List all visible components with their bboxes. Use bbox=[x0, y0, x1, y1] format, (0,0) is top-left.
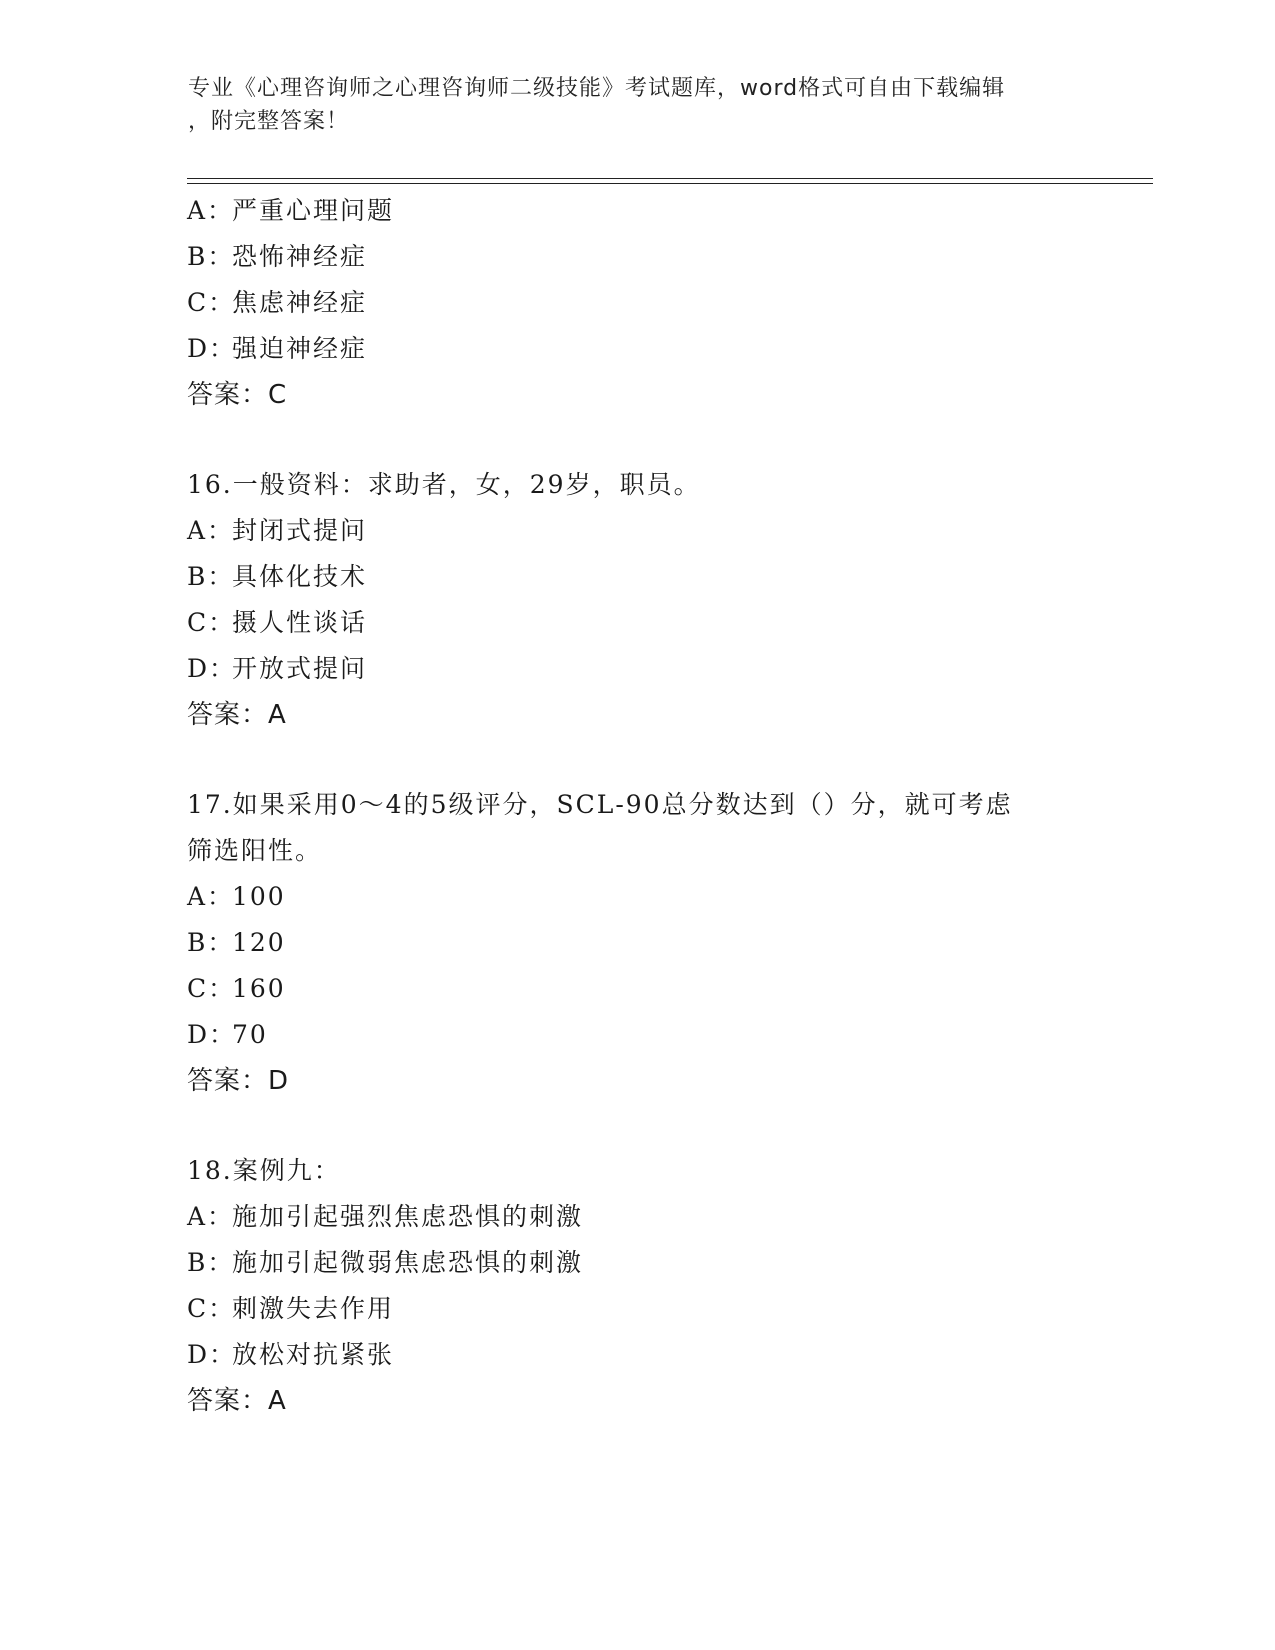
option-text: 100 bbox=[232, 882, 286, 911]
option-text: 施加引起强烈焦虑恐惧的刺激 bbox=[232, 1202, 584, 1231]
header-divider-bottom bbox=[187, 183, 1153, 184]
option-key: A： bbox=[187, 196, 235, 225]
answer: 答案：A bbox=[187, 700, 287, 730]
answer: 答案：D bbox=[187, 1066, 290, 1096]
option-text: 120 bbox=[232, 928, 286, 957]
option-a bbox=[187, 1194, 1107, 1240]
option-text: 强迫神经症 bbox=[232, 334, 368, 363]
option-text: 160 bbox=[232, 974, 286, 1003]
option-key: B： bbox=[187, 928, 235, 957]
question-17 bbox=[187, 782, 1107, 1104]
option-a bbox=[187, 874, 1107, 920]
question-18 bbox=[187, 1148, 1107, 1424]
option-c bbox=[187, 280, 1107, 326]
option-d bbox=[187, 1012, 1107, 1058]
option-text: 严重心理问题 bbox=[232, 196, 395, 225]
question-stem: 18.案例九： bbox=[187, 1156, 341, 1185]
option-key: D： bbox=[187, 1020, 237, 1049]
option-text: 焦虑神经症 bbox=[232, 288, 368, 317]
option-text: 刺激失去作用 bbox=[232, 1294, 395, 1323]
option-b bbox=[187, 920, 1107, 966]
option-key: B： bbox=[187, 242, 235, 271]
option-c bbox=[187, 600, 1107, 646]
option-key: C： bbox=[187, 288, 236, 317]
option-key: A： bbox=[187, 1202, 235, 1231]
option-key: B： bbox=[187, 562, 235, 591]
header-line-2: ，附完整答案！ bbox=[188, 109, 350, 134]
option-key: C： bbox=[187, 608, 236, 637]
option-text: 封闭式提问 bbox=[232, 516, 368, 545]
option-text: 放松对抗紧张 bbox=[232, 1340, 395, 1369]
option-d bbox=[187, 1332, 1107, 1378]
option-c bbox=[187, 1286, 1107, 1332]
option-text: 70 bbox=[232, 1020, 268, 1049]
option-b bbox=[187, 554, 1107, 600]
header-line-1: 专业《心理咨询师之心理咨询师二级技能》考试题库，word格式可自由下载编辑 bbox=[188, 76, 1006, 101]
question-stem: 16.一般资料：求助者，女，29岁，职员。 bbox=[187, 470, 701, 499]
option-c bbox=[187, 966, 1107, 1012]
header-divider-top bbox=[187, 178, 1153, 179]
option-d bbox=[187, 326, 1107, 372]
option-key: D： bbox=[187, 654, 237, 683]
question-16 bbox=[187, 462, 1107, 738]
document-header bbox=[188, 72, 1088, 138]
option-text: 摄人性谈话 bbox=[232, 608, 368, 637]
option-text: 开放式提问 bbox=[232, 654, 368, 683]
answer: 答案：A bbox=[187, 1386, 287, 1416]
option-key: C： bbox=[187, 974, 236, 1003]
answer: 答案：C bbox=[187, 380, 288, 410]
option-key: D： bbox=[187, 1340, 237, 1369]
question-list bbox=[187, 188, 1107, 1424]
option-text: 施加引起微弱焦虑恐惧的刺激 bbox=[232, 1248, 584, 1277]
option-key: A： bbox=[187, 516, 235, 545]
option-b bbox=[187, 234, 1107, 280]
option-key: C： bbox=[187, 1294, 236, 1323]
option-a bbox=[187, 188, 1107, 234]
option-key: A： bbox=[187, 882, 235, 911]
question-stem-line-1: 17.如果采用0～4的5级评分，SCL-90总分数达到（）分，就可考虑 bbox=[187, 790, 1013, 819]
question-stem-line-2: 筛选阳性。 bbox=[187, 836, 323, 865]
option-key: D： bbox=[187, 334, 237, 363]
question-15 bbox=[187, 188, 1107, 418]
option-a bbox=[187, 508, 1107, 554]
option-d bbox=[187, 646, 1107, 692]
option-key: B： bbox=[187, 1248, 235, 1277]
option-text: 具体化技术 bbox=[232, 562, 368, 591]
option-b bbox=[187, 1240, 1107, 1286]
option-text: 恐怖神经症 bbox=[232, 242, 368, 271]
